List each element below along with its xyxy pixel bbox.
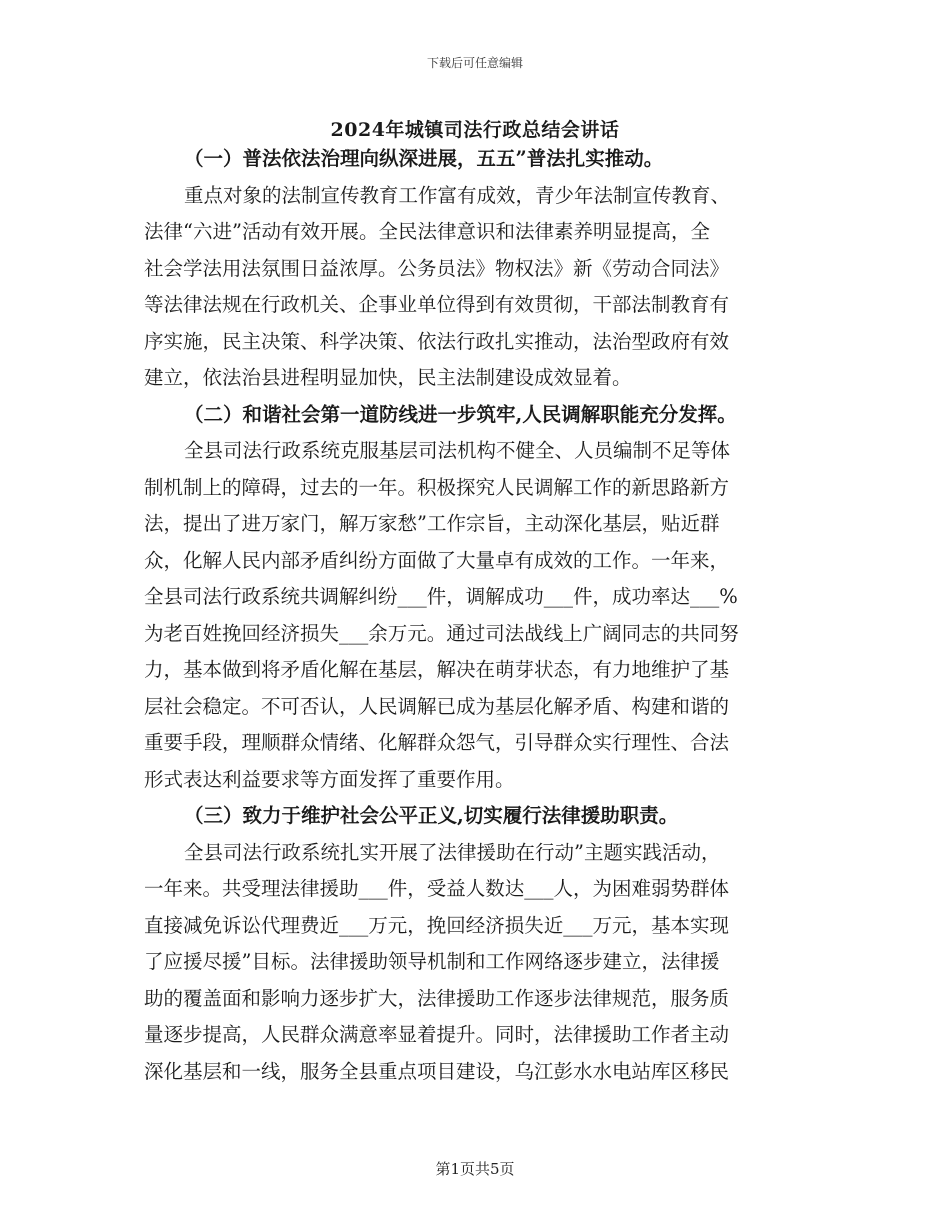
document-body bbox=[144, 141, 808, 1090]
document-title: 2024年城镇司法行政总结会讲话 bbox=[330, 119, 620, 141]
paragraph-line: 全县司法行政系统共调解纠纷___件，调解成功___件，成功率达___% bbox=[144, 585, 738, 608]
page-number-footer: 第1页共5页 bbox=[435, 1160, 515, 1178]
header-note: 下载后可任意编辑 bbox=[426, 56, 523, 70]
paragraph-line: 为老百姓挽回经济损失___余万元。通过司法战线上广阔同志的共同努 bbox=[144, 621, 739, 645]
paragraph-line: 重要手段，理顺群众情绪、化解群众怨气，引导群众实行理性、合法 bbox=[144, 731, 730, 754]
paragraph-line: 量逐步提高，人民群众满意率显着提升。同时，法律援助工作者主动 bbox=[144, 1023, 730, 1046]
section-heading: （二）和谐社会第一道防线进一步筑牢,人民调解职能充分发挥。 bbox=[184, 402, 737, 426]
section-heading: （三）致力于维护社会公平正义,切实履行法律援助职责。 bbox=[184, 804, 679, 827]
paragraph-line: 序实施，民主决策、科学决策、依法行政扎实推动，法治型政府有效 bbox=[144, 329, 730, 353]
paragraph-line: 力，基本做到将矛盾化解在基层，解决在萌芽状态，有力地维护了基 bbox=[144, 658, 730, 681]
paragraph-line: 社会学法用法氛围日益浓厚。公务员法》物权法》新《劳动合同法》 bbox=[144, 256, 730, 280]
paragraph-line: 制机制上的障碍，过去的一年。积极探究人民调解工作的新思路新方 bbox=[144, 475, 730, 499]
paragraph-line: 深化基层和一线，服务全县重点项目建设，乌江彭水水电站库区移民 bbox=[144, 1059, 730, 1083]
paragraph-line: 重点对象的法制宣传教育工作富有成效，青少年法制宣传教育、 bbox=[184, 183, 731, 207]
paragraph-line: 助的覆盖面和影响力逐步扩大，法律援助工作逐步法律规范，服务质 bbox=[144, 986, 730, 1010]
paragraph-line: 一年来。共受理法律援助___件，受益人数达___人，为困难弱势群体 bbox=[144, 877, 730, 900]
paragraph-line: 了应援尽援”目标。法律援助领导机制和工作网络逐步建立，法律援 bbox=[144, 950, 720, 973]
paragraph-line: 等法律法规在行政机关、企事业单位得到有效贯彻，干部法制教育有 bbox=[144, 293, 730, 316]
paragraph-line: 法，提出了进万家门，解万家愁”工作宗旨，主动深化基层，贴近群 bbox=[144, 512, 720, 535]
paragraph-line: 直接减免诉讼代理费近___万元，挽回经济损失近___万元，基本实现 bbox=[144, 913, 730, 937]
paragraph-line: 法律“六进”活动有效开展。全民法律意识和法律素养明显提高，全 bbox=[144, 220, 710, 243]
paragraph-line: 形式表达利益要求等方面发挥了重要作用。 bbox=[144, 767, 515, 791]
paragraph-line: 众，化解人民内部矛盾纠纷方面做了大量卓有成效的工作。一年来， bbox=[144, 548, 730, 572]
paragraph-line: 层社会稳定。不可否认，人民调解已成为基层化解矛盾、构建和谐的 bbox=[144, 694, 730, 718]
section-heading: （一）普法依法治理向纵深进展，五五”普法扎实推动。 bbox=[184, 147, 664, 170]
paragraph-line: 全县司法行政系统克服基层司法机构不健全、人员编制不足等体 bbox=[184, 439, 731, 462]
paragraph-line: 建立，依法治县进程明显加快，民主法制建设成效显着。 bbox=[144, 366, 632, 389]
paragraph-line: 全县司法行政系统扎实开展了法律援助在行动”主题实践活动， bbox=[184, 840, 721, 864]
